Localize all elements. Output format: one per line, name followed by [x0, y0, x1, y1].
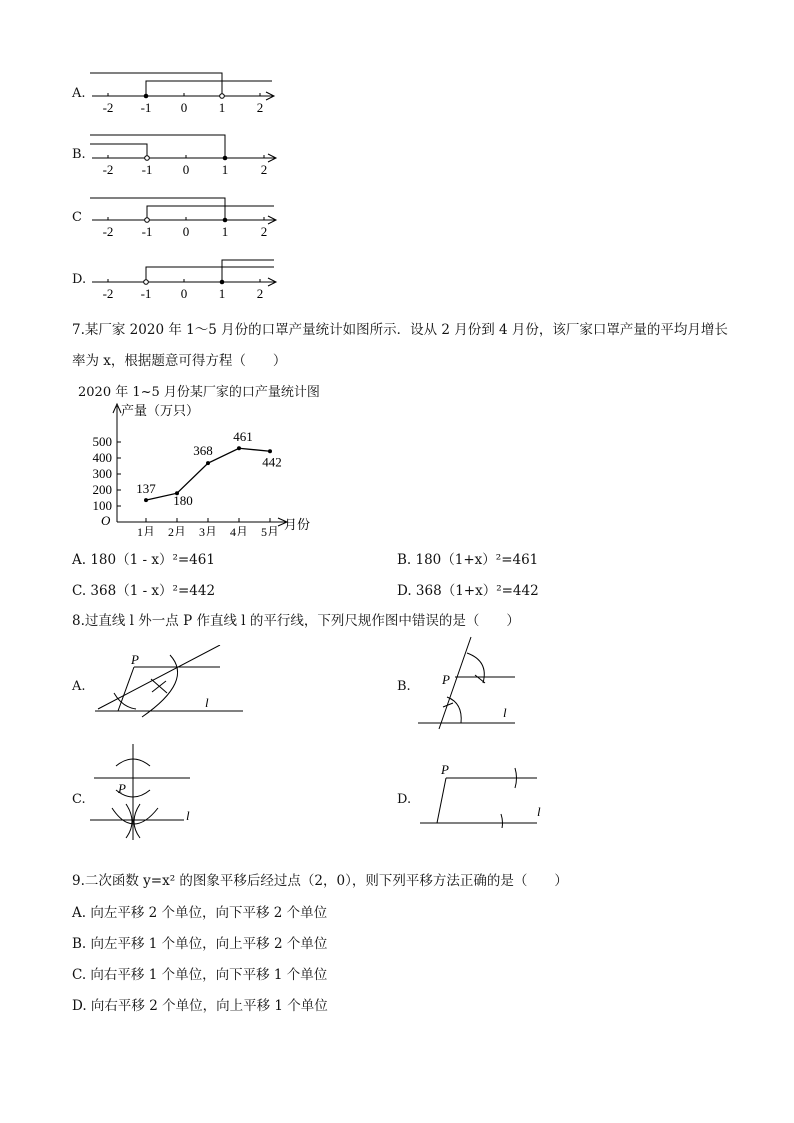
q6-number-line-d — [88, 252, 288, 302]
q8-option-a-label: A. — [72, 679, 86, 694]
q9-stem: 9.二次函数 y=x² 的图象平移后经过点（2，0），则下列平移方法正确的是（ ） — [72, 873, 568, 889]
line-l-label: l — [537, 804, 541, 819]
tick-label: 2 — [256, 286, 264, 301]
q8-construction-d — [415, 762, 550, 828]
solid-dot — [144, 94, 149, 99]
q8-construction-a — [90, 645, 250, 725]
point-p-label: P — [442, 672, 450, 687]
y-tick-label: 300 — [92, 466, 112, 481]
solid-dot — [223, 218, 228, 223]
tick-label: -1 — [140, 286, 152, 301]
data-point — [268, 449, 272, 453]
tick-label: -2 — [102, 286, 114, 301]
x-tick-label: 4月 — [229, 525, 249, 536]
q6-option-d-label: D. — [72, 272, 87, 287]
y-tick-label: 200 — [92, 482, 112, 497]
data-label: 442 — [262, 454, 282, 470]
x-axis-label: 月份 — [284, 517, 311, 532]
q9-option-c: C. 向右平移 1 个单位，向下平移 1 个单位 — [72, 967, 328, 983]
q6-option-a-label: A. — [72, 86, 86, 101]
x-tick-label: 1月 — [136, 525, 156, 536]
tick-label: 1 — [218, 100, 226, 115]
line-l-label: l — [503, 705, 507, 720]
data-point — [206, 461, 210, 465]
q8-stem: 8.过直线 l 外一点 P 作直线 l 的平行线，下列尺规作图中错误的是（ ） — [72, 613, 520, 629]
tick-label: 2 — [256, 100, 264, 115]
tick-label: -1 — [141, 224, 153, 239]
tick-label: -2 — [102, 224, 114, 239]
q7-option-a: A. 180（1 - x）²=461 — [72, 552, 215, 568]
y-tick-label: 400 — [92, 450, 112, 465]
line-l-label: l — [205, 695, 209, 710]
tick-label: 2 — [260, 224, 268, 239]
x-tick-label: 3月 — [198, 525, 218, 536]
tick-label: 1 — [218, 286, 226, 301]
q7-stem-line1: 7.某厂家 2020 年 1～5 月份的口罩产量统计如图所示．设从 2 月份到 4 月份，该厂家口罩产量的平均月增长 — [72, 322, 728, 338]
tick-label: -2 — [102, 162, 114, 177]
tick-label: -1 — [140, 100, 152, 115]
data-point — [237, 446, 241, 450]
q8-option-b-label: B. — [397, 679, 411, 694]
tick-label: 1 — [221, 162, 229, 177]
q9-option-d: D. 向右平移 2 个单位，向上平移 1 个单位 — [72, 998, 328, 1014]
q8-option-c-label: C. — [72, 792, 86, 807]
hollow-dot — [145, 218, 150, 223]
q7-stem-line2: 率为 x，根据题意可得方程（ ） — [72, 353, 287, 369]
point-p-label: P — [131, 652, 139, 667]
line-l-label: l — [186, 808, 190, 823]
q6-number-line-a — [88, 66, 288, 116]
y-tick-label: 500 — [92, 434, 112, 449]
origin-label: O — [101, 513, 111, 528]
tick-label: -1 — [141, 162, 153, 177]
point-p-label: P — [118, 781, 126, 796]
q6-options — [0, 0, 794, 300]
tick-label: 0 — [180, 100, 188, 115]
y-tick-label: 100 — [92, 498, 112, 513]
q8-option-d-label: D. — [397, 792, 412, 807]
chart-title: 2020 年 1~5 月份某厂家的口产量统计图 — [78, 385, 320, 400]
hollow-dot — [145, 156, 150, 161]
data-label: 137 — [136, 481, 156, 497]
q8-construction-b — [415, 635, 525, 730]
x-tick-label: 5月 — [260, 525, 280, 536]
q9-option-b: B. 向左平移 1 个单位，向上平移 2 个单位 — [72, 936, 328, 952]
y-axis-label: 产量（万只） — [121, 403, 200, 418]
tick-label: -2 — [102, 100, 114, 115]
hollow-dot — [144, 280, 149, 285]
tick-label: 1 — [221, 224, 229, 239]
tick-label: 0 — [182, 224, 190, 239]
production-line-chart — [80, 398, 330, 536]
solid-dot — [223, 156, 228, 161]
point-p-label: P — [441, 762, 449, 777]
q9-option-a: A. 向左平移 2 个单位，向下平移 2 个单位 — [72, 905, 328, 921]
solid-dot — [220, 280, 225, 285]
q8-construction-c — [88, 742, 198, 840]
data-label: 180 — [173, 493, 193, 509]
hollow-dot — [220, 94, 225, 99]
data-label: 461 — [233, 429, 253, 445]
q7-option-d: D. 368（1+x）²=442 — [397, 583, 539, 599]
q6-option-c-label: C — [72, 210, 82, 225]
tick-label: 0 — [180, 286, 188, 301]
q6-number-line-c — [88, 190, 288, 240]
q7-option-c: C. 368（1 - x）²=442 — [72, 583, 216, 599]
x-tick-label: 2月 — [167, 525, 187, 536]
q7-option-b: B. 180（1+x）²=461 — [397, 552, 539, 568]
tick-label: 0 — [182, 162, 190, 177]
data-point — [144, 498, 148, 502]
q6-number-line-b — [88, 128, 288, 178]
data-label: 368 — [193, 443, 213, 459]
q6-option-b-label: B. — [72, 147, 86, 162]
tick-label: 2 — [260, 162, 268, 177]
